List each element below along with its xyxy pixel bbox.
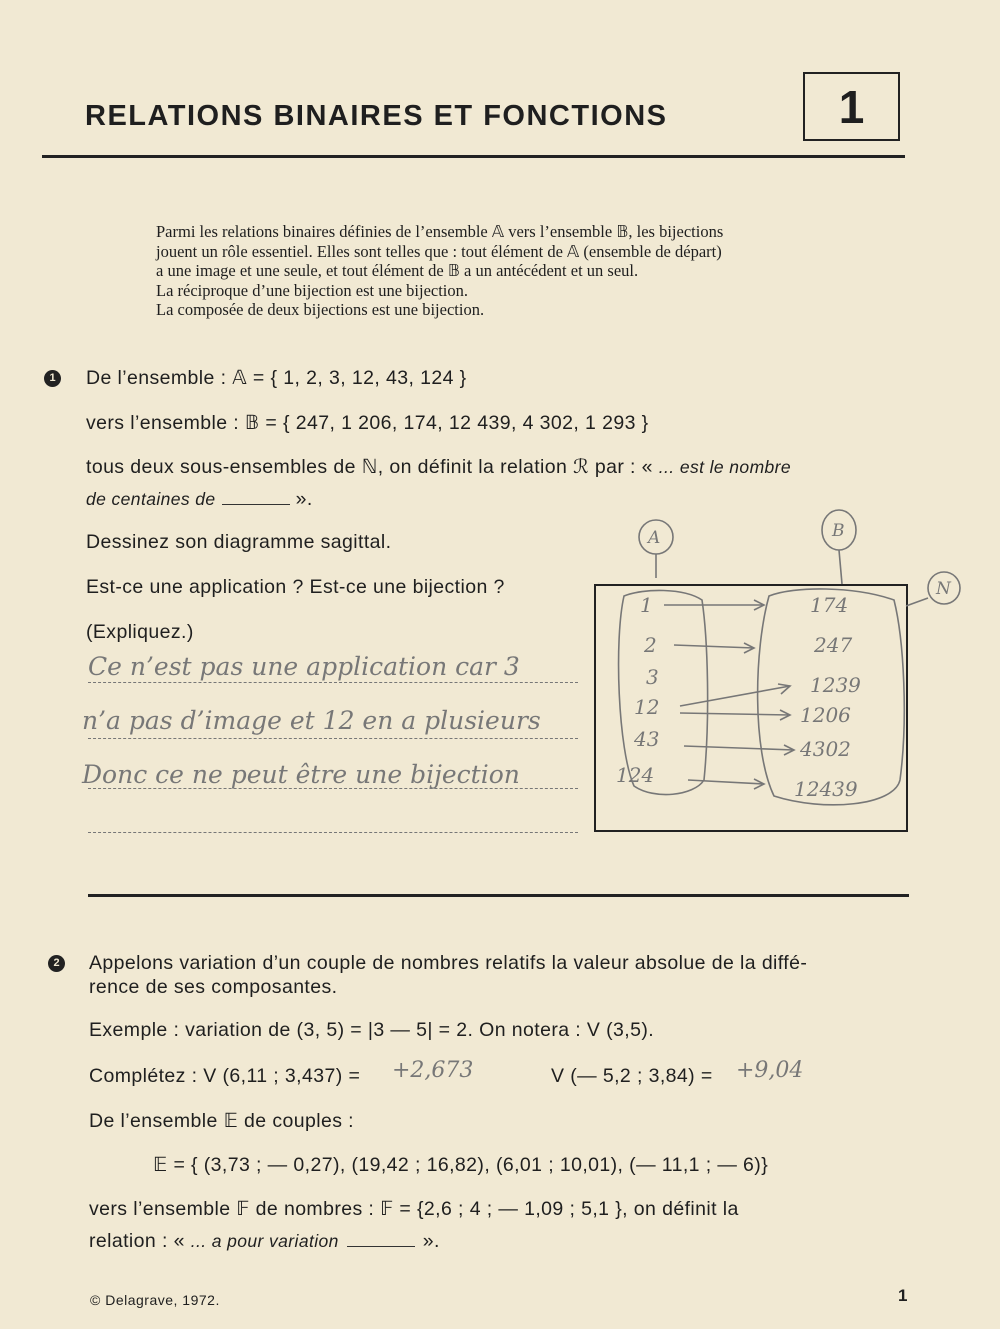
set-n-leader [906,598,928,606]
answer-dashed-line [88,832,578,833]
ex1-line-4-end: ». [295,488,313,510]
handwritten-answer-v1: +2,673 [392,1058,474,1083]
header-rule [42,155,905,158]
ex1-line-6: Est-ce une application ? Est-ce une bijection ? [86,576,505,598]
exercise-2-bullet: 2 [48,955,65,972]
ex2-line-5: De l’ensemble 𝔼 de couples : [89,1110,354,1132]
set-n-label: N [936,579,951,599]
mapping-arrows [664,600,794,789]
intro-paragraph [156,222,856,320]
ex1-line-1: De l’ensemble : 𝔸 = { 1, 2, 3, 12, 43, 124 } [86,367,467,389]
intro-line: Parmi les relations binaires définies de l’ensemble 𝔸 vers l’ensemble 𝔹, les bijections [156,222,724,241]
answer-dashed-line [88,682,578,683]
set-a-element: 1 [640,593,653,617]
answer-dashed-line [88,738,578,739]
intro-line: a une image et une seule, et tout élément de 𝔹 a un antécédent et un seul. [156,261,639,280]
handwritten-answer-2: n’a pas d’image et 12 en a plusieurs [82,706,541,735]
set-b-element: 12439 [794,777,858,801]
ex1-line-7: (Expliquez.) [86,621,194,643]
ex2-line-8-end: ». [422,1230,440,1252]
ex1-line-4-italic: de centaines de [86,489,216,509]
set-a-element: 12 [634,695,660,719]
chapter-title: RELATIONS BINAIRES ET FONCTIONS [85,100,668,132]
sagittal-diagram [594,500,974,840]
ex1-line-2: vers l’ensemble : 𝔹 = { 247, 1 206, 174, 12 439, 4 302, 1 293 } [86,412,649,434]
ex2-line-8-italic: ... a pour variation [190,1231,339,1251]
ex1-line-3-text: tous deux sous-ensembles de ℕ, on définit la relation ℛ par : « [86,456,653,478]
blank-line [222,504,290,505]
handwritten-answer-1: Ce n’est pas une application car 3 [88,652,520,681]
ex1-line-5: Dessinez son diagramme sagittal. [86,531,392,553]
handwritten-answer-v2: +9,04 [736,1058,804,1083]
set-b-element: 1206 [800,703,851,727]
intro-line: La réciproque d’une bijection est une bijection. [156,280,469,300]
ex2-line-2: rence de ses composantes. [89,976,338,998]
set-a-element: 43 [634,727,660,751]
ex2-line-8 [89,1230,440,1253]
chapter-number-box: 1 [803,72,900,141]
set-b-element: 247 [814,633,853,657]
page-number: 1 [898,1286,908,1305]
intro-line: La composée de deux bijections est une bijection. [156,300,485,319]
set-a-element: 124 [616,763,655,787]
ex2-line-6: 𝔼 = { (3,73 ; — 0,27), (19,42 ; 16,82), (6,01 ; 10,01), (— 11,1 ; — 6)} [153,1154,769,1176]
ex1-line-3 [86,455,791,479]
set-b-leader [839,550,842,584]
ex2-line-7: vers l’ensemble 𝔽 de nombres : 𝔽 = {2,6 ; 4 ; — 1,09 ; 5,1 }, on définit la [89,1198,739,1220]
ex2-line-4b: V (— 5,2 ; 3,84) = [551,1065,713,1087]
exercise-1-bullet: 1 [44,370,61,387]
answer-dashed-line [88,788,578,789]
set-b-label: B [832,521,845,541]
set-a-element: 2 [644,633,657,657]
blank-line [347,1246,415,1247]
ex1-line-4 [86,488,313,511]
intro-line: jouent un rôle essentiel. Elles sont telles que : tout élément de 𝔸 (ensemble de départ) [156,241,722,261]
set-b-element: 4302 [800,737,851,761]
section-rule [88,894,909,897]
set-a-label: A [648,528,661,548]
ex2-line-3: Exemple : variation de (3, 5) = |3 — 5| = 2. On notera : V (3,5). [89,1019,655,1041]
set-b-element: 174 [810,593,849,617]
set-b-element: 1239 [810,673,861,697]
copyright: © Delagrave, 1972. [90,1292,220,1308]
ex2-line-8-text: relation : « [89,1230,185,1252]
ex1-line-3-italic: ... est le nombre [658,457,792,477]
set-a-element: 3 [646,665,659,689]
ex2-line-1: Appelons variation d’un couple de nombres relatifs la valeur absolue de la diffé- [89,952,808,974]
handwritten-answer-3: Donc ce ne peut être une bijection [82,760,520,789]
ex2-line-4a: Complétez : V (6,11 ; 3,437) = [89,1065,361,1087]
